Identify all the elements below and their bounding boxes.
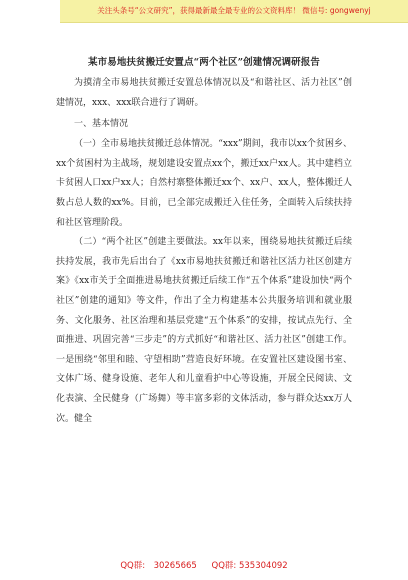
paragraph-overview: （一）全市易地扶贫搬迁总体情况。“xxx”期间，我市以xx个贫困乡、xx个贫困村为主战场，规划建设安置点xx个，搬迁xx户xx人。其中建档立卡贫困人口xx户xx人；自然村寨整体搬迁xx个、xx户、xx人，整体搬迁人数占总人数的xx%。目前，已全部完成搬迁入住任务，全面转入后续扶持和社区管理阶段。 bbox=[56, 139, 352, 228]
document-page bbox=[56, 54, 352, 429]
promo-banner: 关注头条号“公文研究”，获得最新最全最专业的公文资料库！ 微信号: gongwenyj bbox=[60, 0, 408, 23]
footer-qq bbox=[0, 559, 408, 571]
paragraph-intro: 为摸清全市易地扶贫搬迁安置总体情况以及“和谐社区、活力社区”创建情况，xxx、xxx联合进行了调研。 bbox=[56, 78, 352, 108]
paragraph-practices: （二）“两个社区”创建主要做法。xx年以来，围绕易地扶贫搬迁后续扶持发展，我市先后出台了《xx市易地扶贫搬迁和谐社区活力社区创建方案》《xx市关于全面推进易地扶贫搬迁后续工作“五个体系”建设加快“两个社区”创建的通知》等文件，作出了全力构建基本公共服务培训和就业服务、文化服务、社区治理和基层党建“五个体系”的安排，按试点先行、全面推进、巩固完善“三步走”的方式抓好“和谐社区、活力社区”创建工作。一是围绕“邻里和睦、守望相助”营造良好环境。在安置社区建设图书室、文体广场、健身设施、老年人和儿童看护中心等设施，开展全民阅读、文化表演、全民健身（广场舞）等丰富多彩的文体活动，参与群众达xx万人次。健全 bbox=[56, 237, 352, 424]
footer-qq-2: QQ群: 535304092 bbox=[211, 561, 288, 571]
footer-qq-1: QQ群: 30265665 bbox=[120, 561, 197, 571]
document-title: 某市易地扶贫搬迁安置点“两个社区”创建情况调研报告 bbox=[88, 57, 320, 68]
section-heading: 一、基本情况 bbox=[74, 119, 129, 130]
